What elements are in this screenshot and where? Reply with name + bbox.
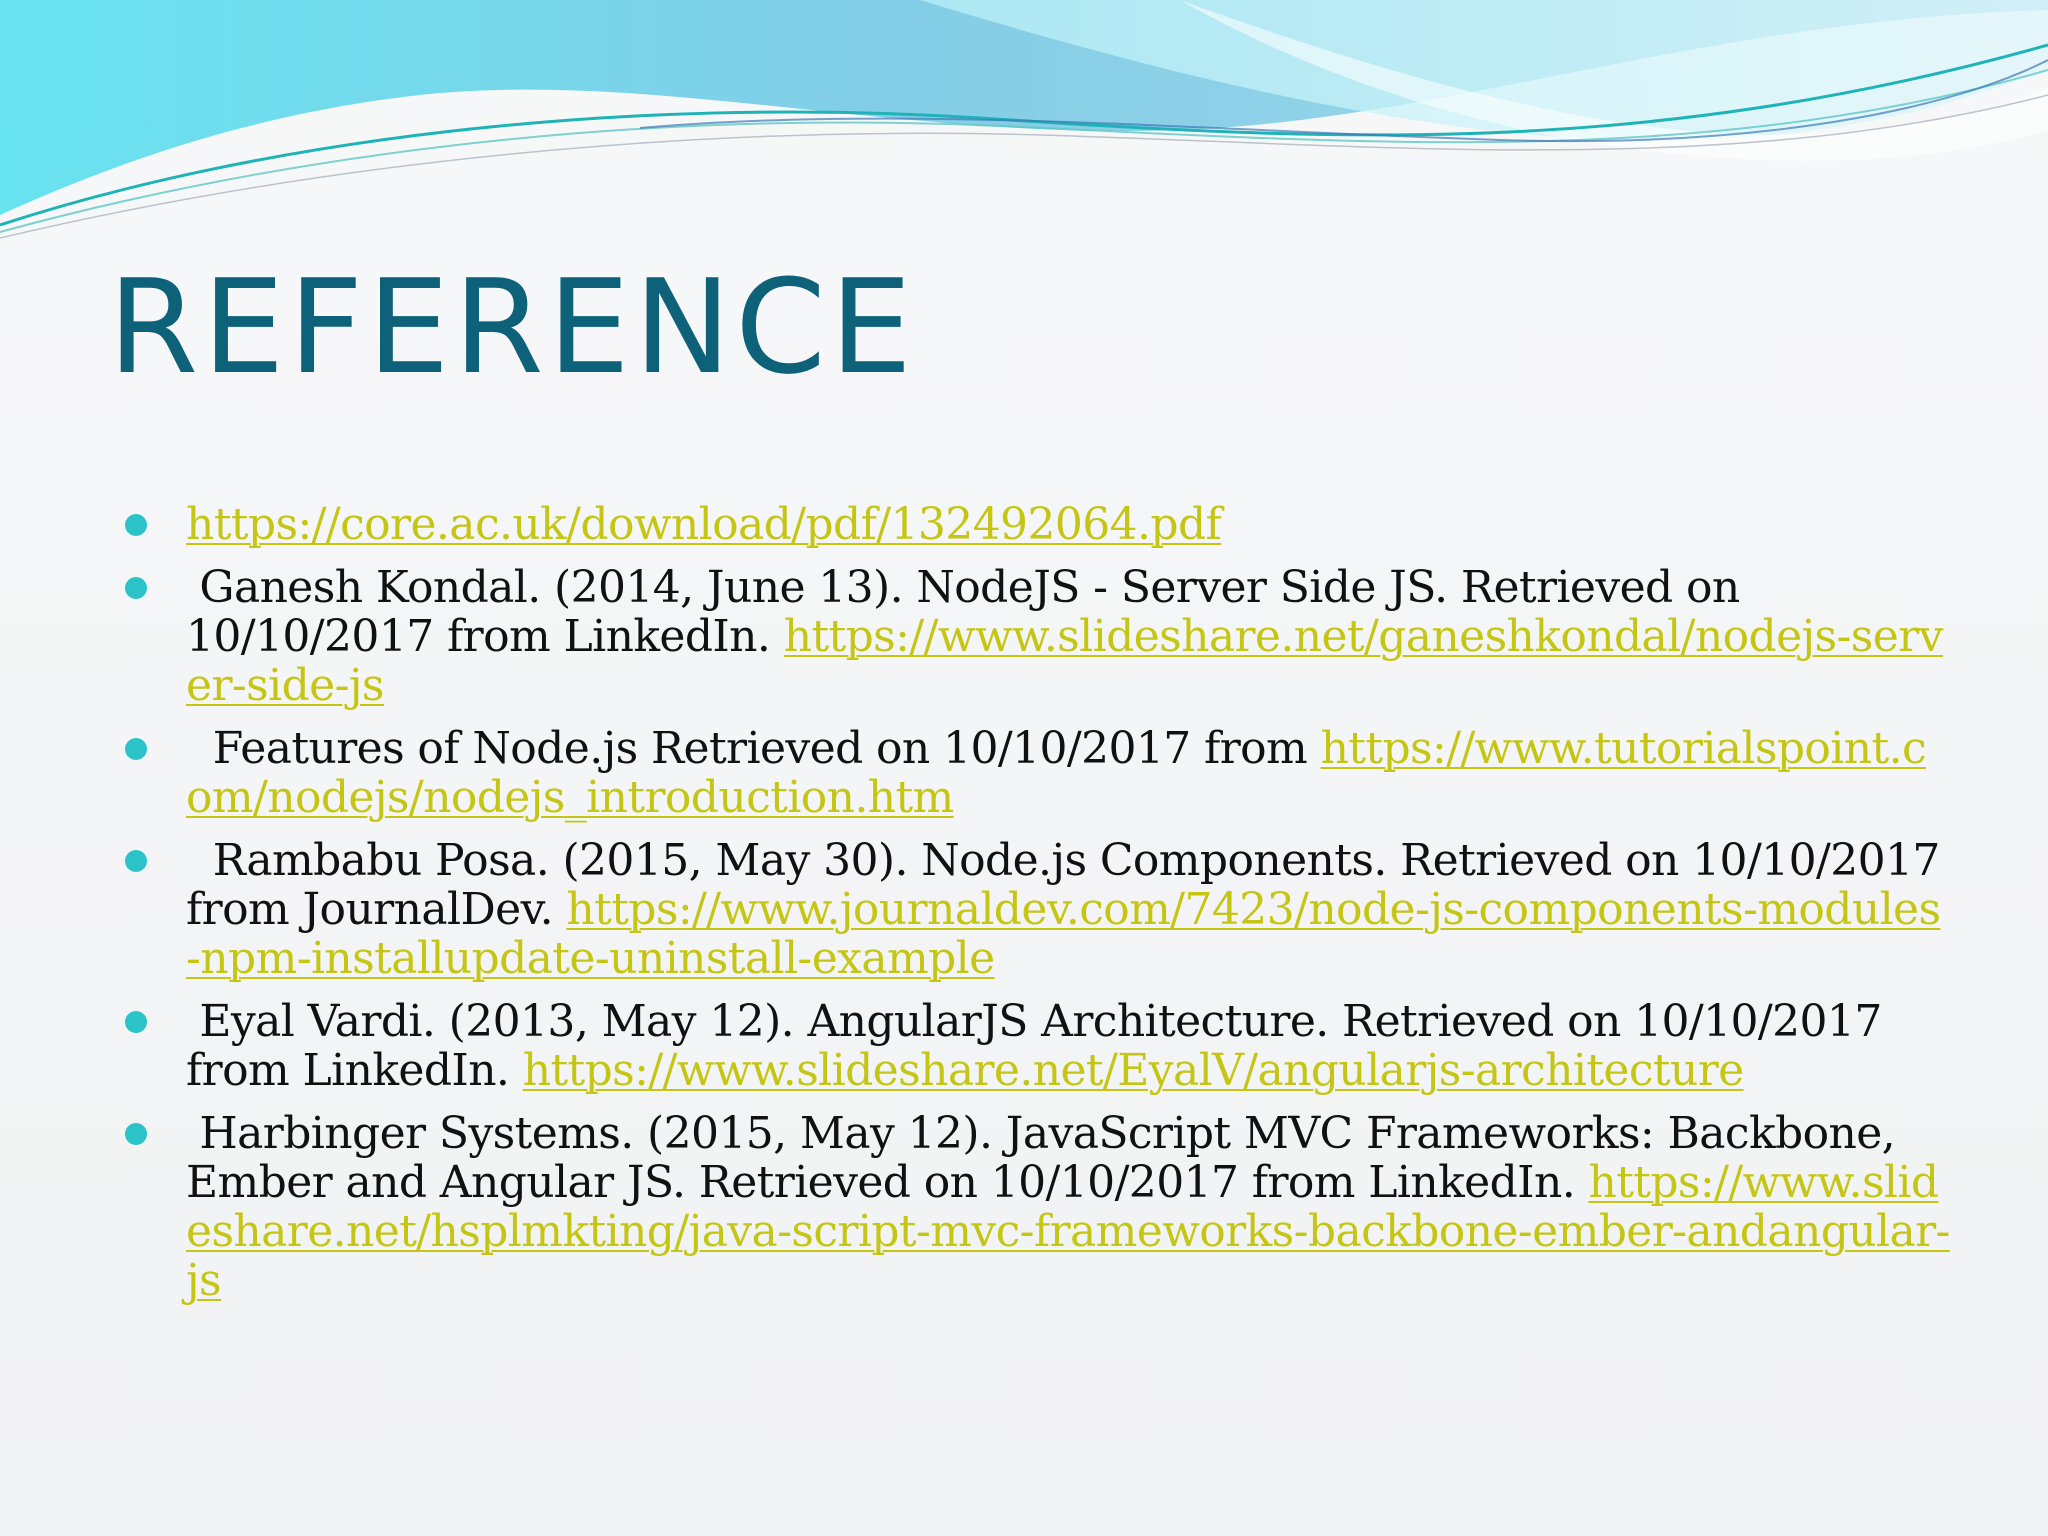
reference-item	[120, 563, 1950, 710]
reference-item	[120, 997, 1950, 1095]
header-wave-decoration	[0, 0, 2048, 240]
reference-text: Rambabu Posa. (2015, May 30). Node.js Components. Retrieved on 10/10/2017 from JournalDev.	[186, 835, 1954, 935]
reference-text: Features of Node.js Retrieved on 10/10/2017 from	[186, 723, 1321, 774]
reference-link[interactable]: https://core.ac.uk/download/pdf/132492064.pdf	[186, 499, 1222, 550]
reference-link[interactable]: https://www.slideshare.net/hsplmkting/java-script-mvc-frameworks-backbone-ember-andangular-js	[186, 1157, 1950, 1306]
bullet-icon	[125, 850, 147, 872]
reference-list	[120, 499, 1954, 1319]
reference-link[interactable]: https://www.journaldev.com/7423/node-js-components-modules-npm-installupdate-uninstall-example	[186, 884, 1941, 984]
reference-link[interactable]: https://www.tutorialspoint.com/nodejs/nodejs_introduction.htm	[186, 723, 1926, 823]
reference-item	[120, 724, 1950, 822]
reference-link[interactable]: https://www.slideshare.net/EyalV/angularjs-architecture	[522, 1045, 1744, 1096]
reference-link[interactable]: https://www.slideshare.net/ganeshkondal/nodejs-server-side-js	[186, 611, 1943, 711]
reference-text: Eyal Vardi. (2013, May 12). AngularJS Architecture. Retrieved on 10/10/2017 from LinkedIn.	[186, 996, 1896, 1096]
reference-text: Ganesh Kondal. (2014, June 13). NodeJS - Server Side JS. Retrieved on 10/10/2017 from LinkedIn.	[186, 562, 1753, 662]
bullet-icon	[125, 577, 147, 599]
bullet-icon	[125, 1123, 147, 1145]
reference-item	[120, 1109, 1950, 1305]
bullet-icon	[125, 738, 147, 760]
reference-item	[120, 835, 1954, 984]
bullet-icon	[125, 514, 147, 536]
reference-item	[120, 500, 1950, 549]
bullet-icon	[125, 1011, 147, 1033]
slide-title: REFERENCE	[108, 251, 917, 403]
reference-text: Harbinger Systems. (2015, May 12). JavaScript MVC Frameworks: Backbone, Ember and Angular JS. Retrieved on 10/10/2017 from LinkedIn.	[186, 1108, 1909, 1208]
